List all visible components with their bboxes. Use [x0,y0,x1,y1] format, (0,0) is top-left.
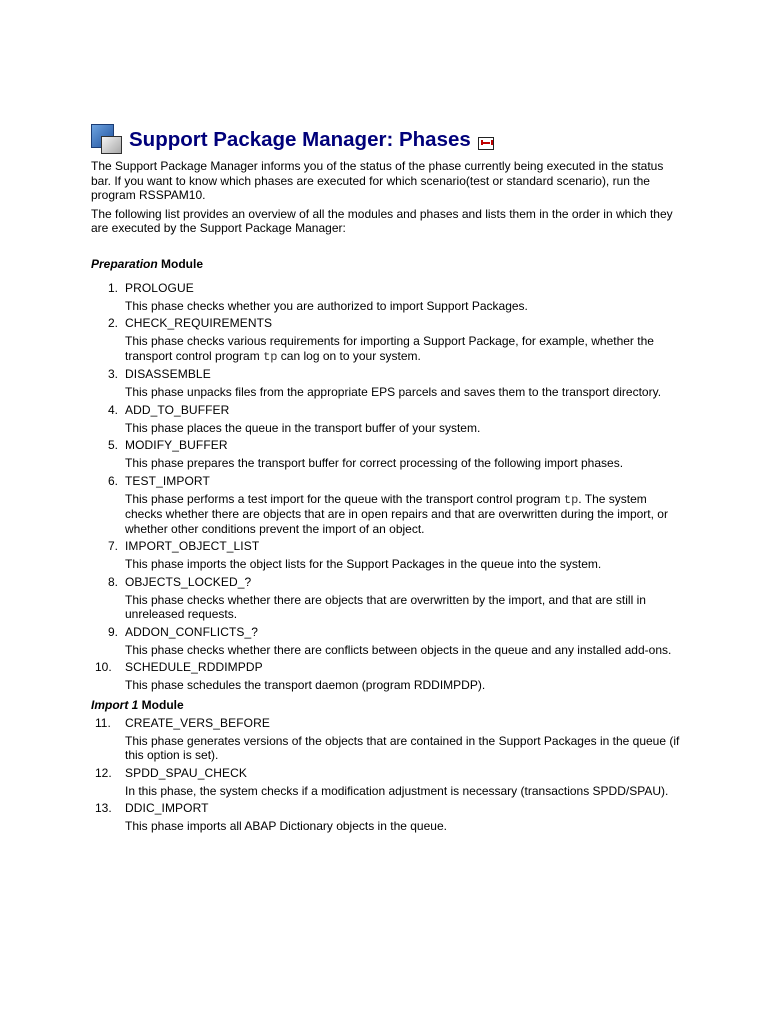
phase-name: IMPORT_OBJECT_LIST [125,539,260,553]
phase-list-preparation [91,281,681,693]
phase-number: 4. [107,402,118,417]
phase-description [125,819,681,834]
phase-description [125,643,681,658]
phase-description [125,557,681,572]
module-suffix: Module [157,256,204,271]
description-text: This phase checks whether there are objects that are overwritten by the import, and that are still in unreleased requests. [125,592,646,621]
description-text: can log on to your system. [277,348,421,363]
phase-item [91,575,681,622]
description-text: This phase generates versions of the objects that are contained in the Support Packages in the queue (if this option is set). [125,733,680,762]
program-name-code: tp [563,492,579,507]
phase-name: SPDD_SPAU_CHECK [125,765,247,780]
phase-description [125,421,681,436]
page-title: Support Package Manager: Phases [129,128,471,151]
description-text: . The system checks whether there are objects that are in open repairs and that are overwritten during the import, or whether other conditions prevent the import of an object. [125,491,668,536]
phase-name: OBJECTS_LOCKED_? [125,574,252,589]
description-text: This phase imports all ABAP Dictionary objects in the queue. [125,819,447,833]
description-text: This phase unpacks files from the appropriate EPS parcels and saves them to the transport directory. [125,385,662,399]
phase-item [91,367,681,400]
phase-number: 3. [107,367,118,381]
phase-number: 5. [107,438,118,452]
module-name: Preparation [91,256,158,271]
phase-description [125,385,681,400]
phase-name: DISASSEMBLE [125,367,211,381]
phase-name: SCHEDULE_RDDIMPDP [125,660,263,674]
description-text: This phase checks whether you are authorized to import Support Packages. [125,298,528,313]
phase-item [91,438,681,471]
phase-item [91,625,681,658]
phase-item [91,403,681,436]
intro-paragraph-2: The following list provides an overview of all the modules and phases and lists them in the order in which they are executed by the Support Package Manager: [91,206,673,235]
program-name-code: tp [263,349,278,364]
phase-item [91,316,681,364]
phase-item [91,660,681,693]
phase-item [91,766,681,799]
phase-description [125,678,681,693]
module-suffix: Module [138,697,184,712]
phase-item [91,716,681,763]
phase-description [125,456,681,471]
description-text: In this phase, the system checks if a modification adjustment is necessary (transactions SPDD/SPAU). [125,783,669,798]
description-text: This phase checks various requirements for importing a Support Package, for example, whether the transport control program [125,334,654,363]
phase-item [91,539,681,572]
phase-item [91,474,681,537]
phase-number: 1. [107,280,118,295]
phase-name: ADD_TO_BUFFER [125,402,230,417]
title-row [91,122,681,158]
intro-paragraph-1: The Support Package Manager informs you of the status of the phase currently being executed in the status bar. If you want to know which phases are executed for which scenario(test or standard scenario), run the program RSSPAM10. [91,159,664,202]
module-heading-preparation [91,257,681,271]
phase-number: 7. [107,539,118,553]
phase-list-import-1 [91,716,681,834]
phase-description [125,334,681,364]
description-text: This phase schedules the transport daemon (program RDDIMPDP). [125,678,486,692]
phase-number: 12. [95,765,112,780]
phase-item [91,281,681,314]
description-text: This phase prepares the transport buffer for correct processing of the following import phases. [125,456,624,470]
description-text: This phase checks whether there are conflicts between objects in the queue and any installed add-ons. [125,642,672,657]
expand-icon[interactable] [478,137,494,150]
module-name: Import 1 [91,697,139,712]
phase-name: DDIC_IMPORT [125,801,209,815]
phase-number: 8. [107,574,118,589]
description-text: This phase performs a test import for the queue with the transport control program [125,491,564,506]
phase-number: 9. [107,624,118,639]
phase-description [125,784,681,799]
phase-name: TEST_IMPORT [125,473,210,488]
phase-item [91,801,681,834]
module-heading-import-1 [91,698,681,712]
phase-description [125,492,681,537]
sap-window-icon [91,124,123,156]
phase-description [125,734,681,763]
phase-description [125,299,681,314]
phase-number: 13. [95,801,112,815]
phase-name: MODIFY_BUFFER [125,438,228,452]
description-text: This phase places the queue in the transport buffer of your system. [125,420,481,435]
phase-name: ADDON_CONFLICTS_? [125,624,259,639]
description-text: This phase imports the object lists for the Support Packages in the queue into the system. [125,557,602,571]
phase-number: 11. [95,715,111,730]
phase-number: 2. [107,316,118,330]
phase-name: CREATE_VERS_BEFORE [125,715,270,730]
phase-description [125,593,681,622]
phase-number: 10. [95,660,112,674]
phase-name: PROLOGUE [125,280,194,295]
document-page [91,122,681,837]
phase-number: 6. [107,473,118,488]
phase-name: CHECK_REQUIREMENTS [125,316,273,330]
